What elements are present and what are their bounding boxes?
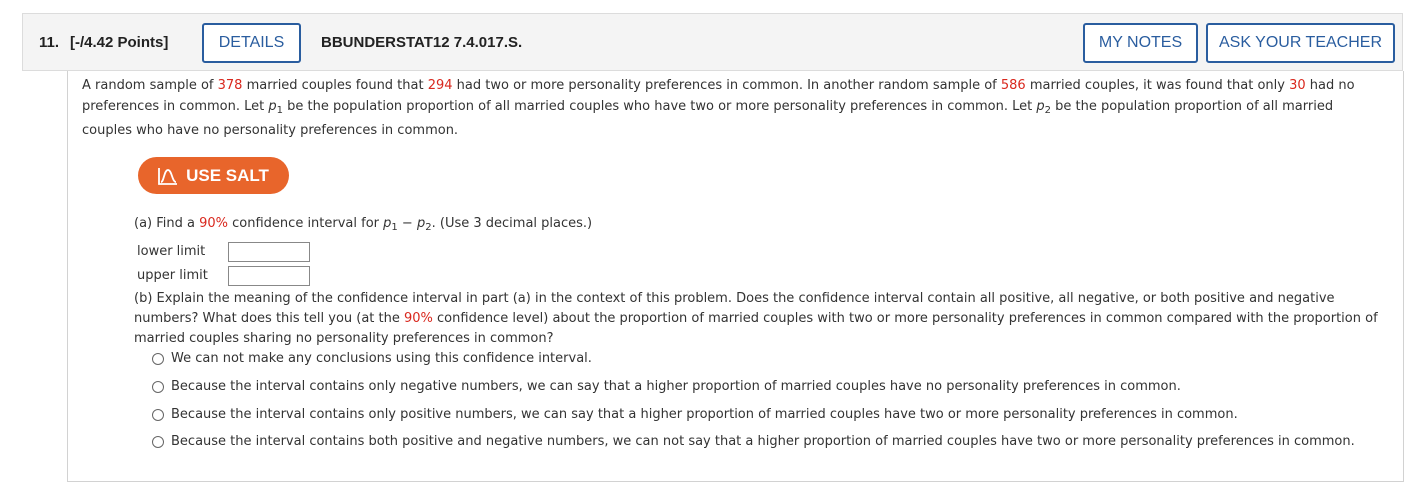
problem-line-2: preferences in common. Let $p_1$ be the population proportion of all married couples who have two or more personality preferences in common. Let $p_2$ be the population proportion of all married [82,99,1334,116]
use-salt-label: USE SALT [186,165,269,185]
option-4-label[interactable]: Because the interval contains both positive and negative numbers, we can not say that a higher proportion of married couples have two or more personality preferences in common. [171,434,1355,449]
option-4-radio[interactable] [152,436,164,448]
option-2-label[interactable]: Because the interval contains only negative numbers, we can say that a higher proportion of married couples have no personality preferences in common. [171,379,1181,394]
success-count-2: 30 [1289,78,1306,93]
problem-line-3: couples who have no personality preferences in common. [82,123,459,138]
details-button[interactable]: DETAILS [202,23,301,63]
use-salt-button[interactable] [138,157,289,194]
question-header [22,13,1403,71]
confidence-level-b: 90% [404,311,433,326]
success-count-1: 294 [427,78,453,93]
option-3-radio[interactable] [152,409,164,421]
lower-limit-label: lower limit [137,244,206,259]
my-notes-button[interactable]: MY NOTES [1083,23,1198,63]
question-points: [-/4.42 Points] [70,34,169,51]
upper-limit-label: upper limit [137,268,208,283]
confidence-level-a: 90% [199,216,229,231]
question-code: BBUNDERSTAT12 7.4.017.S. [321,34,523,51]
salt-chart-icon [158,167,178,185]
part-b-line-1: (b) Explain the meaning of the confidence interval in part (a) in the context of this problem. Does the confidence interval contain all positive, all negative, or both positive and negative [134,291,1335,306]
upper-limit-input[interactable] [228,266,310,286]
problem-line-1: A random sample of 378 married couples found that 294 had two or more personality preferences in common. In another random sample of 586 married couples, it was found that only 30 had no [82,78,1355,93]
lower-limit-input[interactable] [228,242,310,262]
part-a-prompt: (a) Find a 90% confidence interval for $p_1 - p_2$. (Use 3 decimal places.) [134,216,593,233]
ask-teacher-button[interactable]: ASK YOUR TEACHER [1206,23,1395,63]
option-1-label[interactable]: We can not make any conclusions using this confidence interval. [171,351,592,366]
sample-size-2: 586 [1000,78,1026,93]
option-2-radio[interactable] [152,381,164,393]
sample-size-1: 378 [217,78,243,93]
option-3-label[interactable]: Because the interval contains only positive numbers, we can say that a higher proportion of married couples have two or more personality preferences in common. [171,407,1238,422]
question-number: 11. [39,34,60,51]
part-b-line-3: married couples sharing no personality preferences in common? [134,331,554,346]
part-b-line-2: numbers? What does this tell you (at the 90% confidence level) about the proportion of married couples with two or more personality preferences in common compared with the proportion of [134,311,1378,326]
option-1-radio[interactable] [152,353,164,365]
